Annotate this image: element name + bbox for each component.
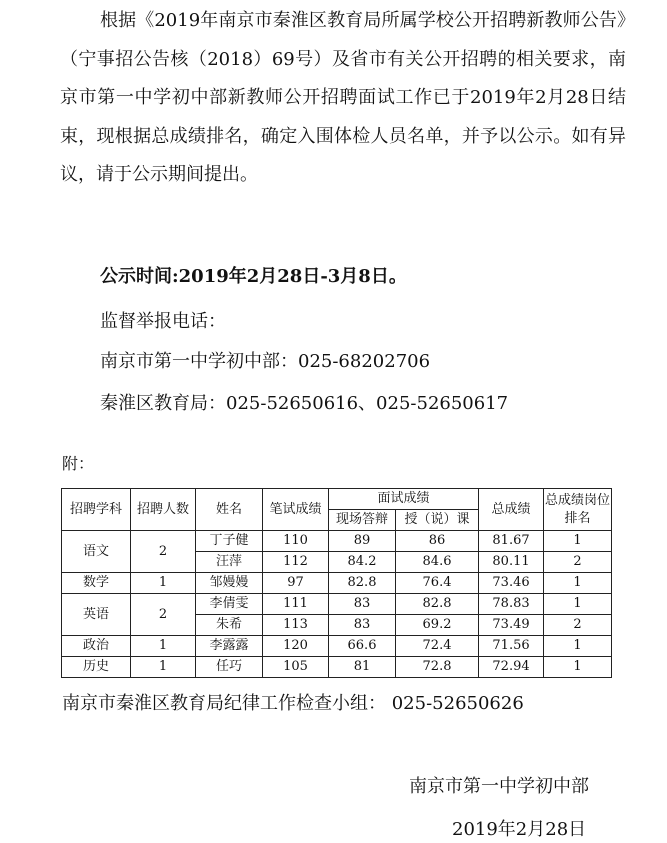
on-site-cell: 66.6: [329, 636, 396, 657]
name-cell: 任巧: [196, 657, 263, 678]
discipline-phone: 南京市秦淮区教育局纪律工作检查小组： 025-52650626: [62, 693, 524, 714]
table-row: [62, 636, 612, 657]
rank-cell: 1: [544, 657, 612, 678]
rank-cell: 2: [544, 615, 612, 636]
written-cell: 113: [263, 615, 329, 636]
header-total: 总成绩: [479, 489, 544, 531]
total-cell: 78.83: [479, 594, 544, 615]
rank-cell: 1: [544, 636, 612, 657]
on-site-cell: 83: [329, 594, 396, 615]
total-cell: 72.94: [479, 657, 544, 678]
header-lecture: 授（说）课: [396, 510, 479, 531]
hotline-label: 监督举报电话：: [100, 311, 226, 332]
lecture-cell: 82.8: [396, 594, 479, 615]
total-cell: 73.49: [479, 615, 544, 636]
rank-cell: 1: [544, 573, 612, 594]
subject-cell: 语文: [62, 531, 131, 573]
quota-cell: 2: [131, 531, 196, 573]
header-name: 姓名: [196, 489, 263, 531]
quota-cell: 1: [131, 636, 196, 657]
lecture-cell: 72.4: [396, 636, 479, 657]
total-cell: 81.67: [479, 531, 544, 552]
on-site-cell: 84.2: [329, 552, 396, 573]
written-cell: 120: [263, 636, 329, 657]
school-phone: 南京市第一中学初中部：025-68202706: [100, 351, 431, 372]
signature-org: 南京市第一中学初中部: [409, 776, 589, 797]
name-cell: 丁子健: [196, 531, 263, 552]
notice-paragraph: 根据《2019年南京市秦淮区教育局所属学校公开招聘新教师公告》（宁事招公告核（2018）69号）及省市有关公开招聘的相关要求，南京市第一中学初中部新教师公开招聘面试工作已于2019年2月28日结束，现根据总成绩排名，确定入围体检人员名单，并予以公示。如有异议，请于公示期间提出。: [60, 10, 626, 186]
name-cell: 汪萍: [196, 552, 263, 573]
table-row: [62, 594, 612, 615]
lecture-cell: 76.4: [396, 573, 479, 594]
quota-cell: 1: [131, 657, 196, 678]
results-table: [61, 488, 612, 678]
signature-date: 2019年2月28日: [452, 819, 587, 840]
written-cell: 105: [263, 657, 329, 678]
written-cell: 111: [263, 594, 329, 615]
rank-cell: 1: [544, 531, 612, 552]
name-cell: 邹嫚嫚: [196, 573, 263, 594]
on-site-cell: 89: [329, 531, 396, 552]
quota-cell: 1: [131, 573, 196, 594]
header-on-site: 现场答辩: [329, 510, 396, 531]
header-written: 笔试成绩: [263, 489, 329, 531]
lecture-cell: 72.8: [396, 657, 479, 678]
subject-cell: 英语: [62, 594, 131, 636]
lecture-cell: 84.6: [396, 552, 479, 573]
notice-period: 公示时间:2019年2月28日-3月8日。: [100, 266, 407, 287]
subject-cell: 历史: [62, 657, 131, 678]
rank-cell: 1: [544, 594, 612, 615]
name-cell: 李倩雯: [196, 594, 263, 615]
header-quota: 招聘人数: [131, 489, 196, 531]
table-row: [62, 573, 612, 594]
on-site-cell: 81: [329, 657, 396, 678]
bureau-phone: 秦淮区教育局：025-52650616、025-52650617: [100, 393, 509, 414]
rank-cell: 2: [544, 552, 612, 573]
name-cell: 朱希: [196, 615, 263, 636]
header-subject: 招聘学科: [62, 489, 131, 531]
table-row: [62, 657, 612, 678]
table-row: [62, 531, 612, 552]
lecture-cell: 86: [396, 531, 479, 552]
lecture-cell: 69.2: [396, 615, 479, 636]
written-cell: 97: [263, 573, 329, 594]
quota-cell: 2: [131, 594, 196, 636]
total-cell: 73.46: [479, 573, 544, 594]
header-interview: 面试成绩: [329, 489, 479, 510]
on-site-cell: 83: [329, 615, 396, 636]
header-rank: 总成绩岗位排名: [544, 489, 612, 531]
subject-cell: 政治: [62, 636, 131, 657]
total-cell: 71.56: [479, 636, 544, 657]
subject-cell: 数学: [62, 573, 131, 594]
total-cell: 80.11: [479, 552, 544, 573]
attachment-label: 附：: [62, 454, 95, 473]
written-cell: 112: [263, 552, 329, 573]
name-cell: 李露露: [196, 636, 263, 657]
on-site-cell: 82.8: [329, 573, 396, 594]
written-cell: 110: [263, 531, 329, 552]
